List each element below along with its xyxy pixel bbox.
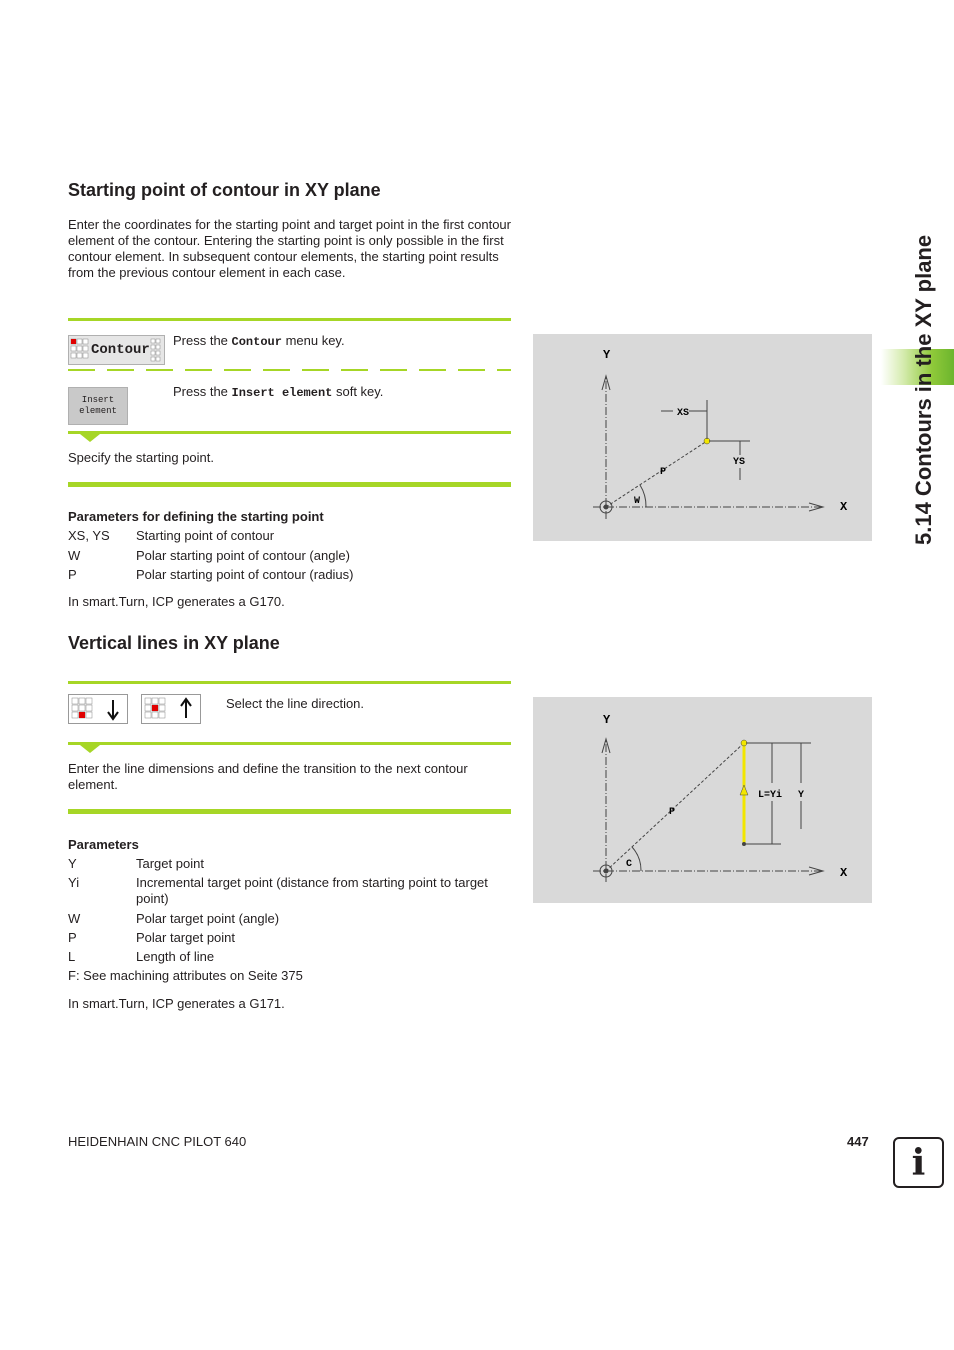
select-line-direction: Select the line direction. — [226, 696, 365, 711]
param-key: P — [68, 930, 77, 945]
f-note: F: See machining attributes on Seite 375 — [68, 968, 303, 983]
line-down-icon — [69, 695, 127, 723]
step2-suffix: soft key. — [332, 384, 384, 399]
g171-note: In smart.Turn, ICP generates a G171. — [68, 996, 285, 1011]
down-arrow-icon — [80, 434, 100, 442]
step-press-contour — [173, 333, 345, 349]
param-value: Starting point of contour — [136, 528, 275, 543]
footer-product: HEIDENHAIN CNC PILOT 640 — [68, 1134, 247, 1149]
p-label: P — [660, 467, 667, 478]
direction-arrow-icon — [740, 785, 748, 795]
specify-starting-point: Specify the starting point. — [68, 450, 214, 465]
step1-prefix: Press the — [173, 333, 232, 348]
x-axis-label: X — [840, 866, 848, 880]
chapter-side-title: 5.14 Contours in the XY plane — [911, 234, 936, 545]
divider — [68, 681, 511, 684]
step-press-insert — [173, 384, 383, 400]
c-label: C — [626, 859, 633, 870]
vertical-line-diagram — [533, 697, 872, 903]
params-title: Parameters — [68, 837, 139, 852]
param-value: Target point — [136, 856, 204, 871]
step2-prefix: Press the — [173, 384, 232, 399]
divider — [68, 431, 511, 434]
param-value: Polar starting point of contour (radius) — [136, 567, 354, 582]
divider-thick — [68, 809, 511, 814]
intro-paragraph: Enter the coordinates for the starting point and target point in the first contour element of the contour. Entering the starting point is only possible in the first contour element. In subsequent contour elements, the starting point results from the previous contour element in each case. — [68, 217, 511, 280]
dashed-divider — [68, 369, 511, 371]
divider — [68, 742, 511, 745]
param-key: Yi — [68, 875, 80, 890]
w-label: W — [634, 496, 641, 507]
param-value: Polar starting point of contour (angle) — [136, 548, 350, 563]
step1-key: Contour — [231, 335, 282, 349]
line-down-button[interactable] — [68, 694, 128, 724]
param-key: Y — [68, 856, 77, 871]
param-key: XS, YS — [68, 528, 110, 543]
divider — [68, 318, 511, 321]
param-key: P — [68, 567, 77, 582]
contour-menu-key[interactable] — [68, 335, 165, 365]
param-value: Polar target point (angle) — [136, 911, 280, 926]
y-axis-label: Y — [603, 348, 611, 362]
page-number: 447 — [847, 1134, 869, 1149]
contour-key-label: Contour — [91, 342, 150, 358]
insert-key-line1: Insert — [81, 395, 115, 405]
step1-suffix: menu key. — [281, 333, 345, 348]
section-heading-starting-point: Starting point of contour in XY plane — [68, 180, 381, 200]
y-axis-label: Y — [603, 713, 611, 727]
param-value: Length of line — [136, 949, 215, 964]
down-arrow-icon — [80, 745, 100, 753]
y-dimension-label: Y — [798, 790, 805, 801]
param-key: W — [68, 548, 81, 563]
line-up-icon — [142, 695, 200, 723]
lyi-label: L=Yi — [758, 790, 783, 801]
p-label: P — [669, 807, 676, 818]
param-key: W — [68, 911, 81, 926]
g170-note: In smart.Turn, ICP generates a G170. — [68, 594, 285, 609]
line-instruction: Enter the line dimensions and define the transition to the next contour element. — [68, 761, 468, 792]
insert-element-softkey[interactable] — [68, 387, 128, 425]
starting-point-diagram — [533, 334, 872, 541]
divider-thick — [68, 482, 511, 487]
param-value: Incremental target point (distance from starting point to target point) — [136, 875, 488, 906]
ys-label: YS — [733, 457, 746, 468]
x-axis-label: X — [840, 500, 848, 514]
param-key: L — [68, 949, 76, 964]
info-icon — [893, 1137, 944, 1188]
insert-key-line2: element — [79, 406, 117, 416]
param-value: Polar target point — [136, 930, 236, 945]
line-up-button[interactable] — [141, 694, 201, 724]
step2-key: Insert element — [231, 386, 333, 400]
params-title: Parameters for defining the starting point — [68, 509, 324, 524]
section-heading-vertical-lines: Vertical lines in XY plane — [68, 633, 280, 653]
info-letter: i — [911, 1142, 926, 1184]
xs-label: XS — [677, 408, 690, 419]
